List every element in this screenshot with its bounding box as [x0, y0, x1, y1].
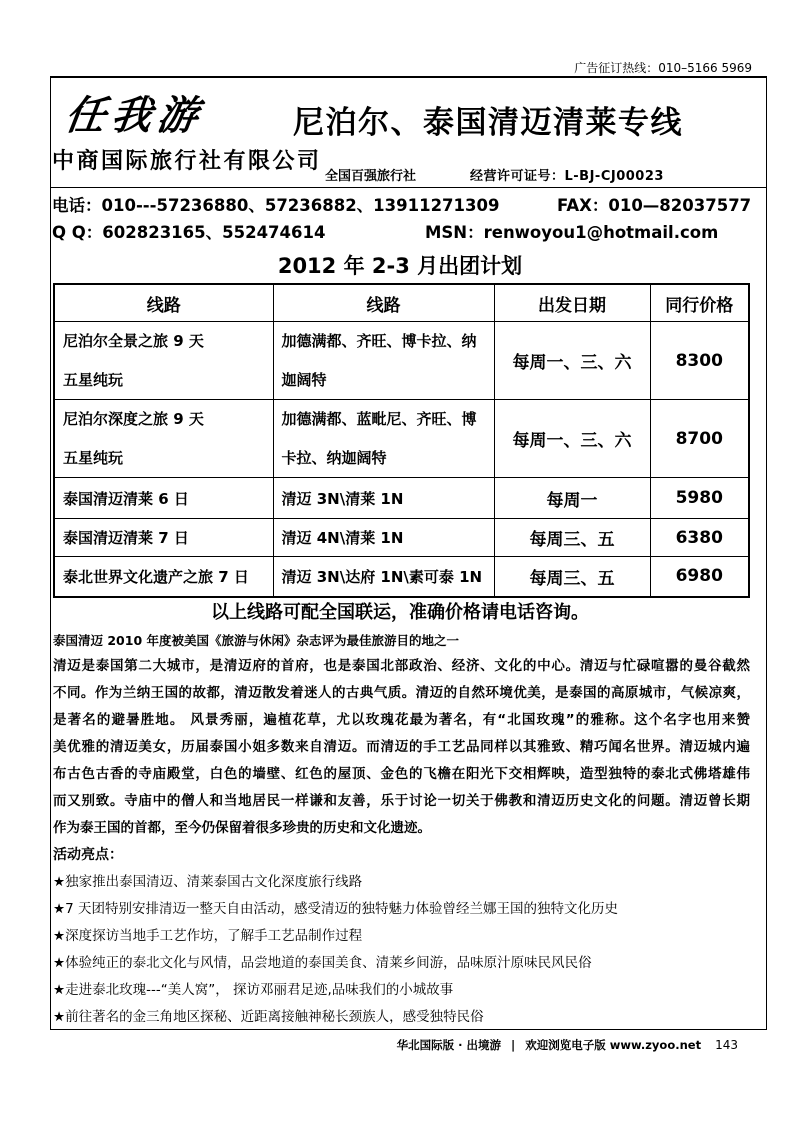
route-detail-cell — [273, 322, 494, 400]
highlights-title: 活动亮点： — [53, 847, 123, 863]
highlight-item: ★走进泰北玫瑰---“美人窝”， 探访邓丽君足迹,品味我们的小城故事 — [53, 982, 454, 998]
departure-cell: 每周一、三、六 — [494, 322, 650, 400]
price-cell: 8300 — [650, 322, 749, 400]
route-detail-line: 迦阔特 — [281, 370, 327, 389]
header-departure: 出发日期 — [494, 284, 650, 322]
route-name-line: 五星纯玩 — [63, 370, 124, 389]
qq-numbers: Q Q：602823165、552474614 — [52, 223, 326, 242]
highlight-item: ★7 天团特别安排清迈一整天自由活动，感受清迈的独特魅力体验曾经兰娜王国的独特文化历史 — [53, 901, 618, 917]
article — [53, 629, 750, 1031]
highlight-item: ★前往著名的金三角地区探秘、近距离接触神秘长颈族人，感受独特民俗 — [53, 1009, 484, 1025]
fax-number: FAX：010—82037577 — [557, 196, 752, 215]
page-number: 143 — [715, 1038, 738, 1052]
route-detail-line: 卡拉、纳迦阔特 — [281, 448, 387, 467]
route-name-cell: 泰国清迈清莱 7 日 — [54, 519, 273, 557]
route-name-cell: 泰北世界文化遗产之旅 7 日 — [54, 557, 273, 597]
route-name-cell — [54, 322, 273, 400]
departure-cell: 每周三、五 — [494, 557, 650, 597]
table-row — [54, 478, 749, 519]
footer-promo: 欢迎浏览电子版 www.zyoo.net — [525, 1038, 702, 1052]
table-row — [54, 322, 749, 400]
price-cell: 6980 — [650, 557, 749, 597]
route-name-cell: 泰国清迈清莱 6 日 — [54, 478, 273, 519]
plan-title: 2012 年 2-3 月出团计划 — [277, 254, 523, 278]
header-price: 同行价格 — [650, 284, 749, 322]
paragraph-line: 是著名的避暑胜地。 风景秀丽，遍植花草，尤以玫瑰花最为著名，有“北国玫瑰”的雅称。这个名字也用来赞 — [53, 712, 750, 728]
phone-numbers: 电话：010---57236880、57236882、13911271309 — [52, 196, 500, 215]
msn-address: MSN：renwoyou1@hotmail.com — [425, 223, 719, 242]
route-detail-cell: 清迈 3N\达府 1N\素可泰 1N — [273, 557, 494, 597]
header-route-name: 线路 — [54, 284, 273, 322]
company-honor: 全国百强旅行社 — [325, 169, 417, 184]
route-name-cell — [54, 400, 273, 478]
route-detail-line: 加德满都、蓝毗尼、齐旺、博 — [281, 410, 477, 428]
table-row — [54, 557, 749, 597]
table-header-row — [54, 284, 749, 322]
footer-section: 华北国际版 · 出境游 — [396, 1038, 501, 1052]
header-route-detail: 线路 — [273, 284, 494, 322]
paragraph-line: 布古色古香的寺庙殿堂，白色的墙壁、红色的屋顶、金色的飞檐在阳光下交相辉映，造型独特的泰北式佛塔雄伟 — [53, 766, 750, 782]
company-name: 中商国际旅行社有限公司 — [52, 149, 322, 174]
route-detail-line: 加德满都、齐旺、博卡拉、纳 — [281, 332, 477, 350]
paragraph-line: 清迈是泰国第二大城市，是清迈府的首府，也是泰国北部政治、经济、文化的中心。清迈与忙碌喧嚣的曼谷截然 — [53, 658, 750, 674]
license-number: 经营许可证号：L-BJ-CJ00023 — [470, 169, 664, 184]
tour-plan-table — [53, 283, 750, 598]
departure-cell: 每周一 — [494, 478, 650, 519]
route-name-line: 尼泊尔深度之旅 9 天 — [63, 410, 204, 428]
highlight-item: ★深度探访当地手工艺作坊，了解手工艺品制作过程 — [53, 928, 363, 944]
highlight-item: ★体验纯正的泰北文化与风情，品尝地道的泰国美食、清莱乡间游，品味原汁原味民风民俗 — [53, 955, 592, 971]
table-row — [54, 519, 749, 557]
paragraph-line: 美优雅的清迈美女，历届泰国小姐多数来自清迈。而清迈的手工艺品同样以其雅致、精巧闻名世界。清迈城内遍 — [53, 739, 750, 755]
departure-cell: 每周一、三、六 — [494, 400, 650, 478]
header-divider — [50, 187, 767, 188]
page-footer — [397, 1037, 738, 1053]
route-detail-cell: 清迈 3N\清莱 1N — [273, 478, 494, 519]
table-note: 以上线路可配全国联运，准确价格请电话咨询。 — [211, 602, 589, 623]
price-cell: 8700 — [650, 400, 749, 478]
ad-hotline: 广告征订热线：010–5166 5969 — [574, 61, 752, 75]
paragraph-line: 作为泰王国的首都，至今仍保留着很多珍贵的历史和文化遗迹。 — [53, 820, 431, 836]
route-name-line: 尼泊尔全景之旅 9 天 — [63, 332, 204, 350]
footer-separator: | — [511, 1038, 516, 1052]
page-title: 尼泊尔、泰国清迈清莱专线 — [293, 105, 683, 141]
route-detail-cell: 清迈 4N\清莱 1N — [273, 519, 494, 557]
route-detail-cell — [273, 400, 494, 478]
table-row — [54, 400, 749, 478]
departure-cell: 每周三、五 — [494, 519, 650, 557]
paragraph-line: 不同。作为兰纳王国的故都，清迈散发着迷人的古典气质。清迈的自然环境优美，是泰国的高原城市，气候凉爽， — [53, 685, 750, 701]
route-name-line: 五星纯玩 — [63, 448, 124, 467]
article-headline: 泰国清迈 2010 年度被美国《旅游与休闲》杂志评为最佳旅游目的地之一 — [53, 633, 459, 648]
paragraph-line: 而又别致。寺庙中的僧人和当地居民一样谦和友善，乐于讨论一切关于佛教和清迈历史文化的问题。清迈曾长期 — [53, 793, 750, 809]
brand-logo: 任我游 — [62, 92, 207, 139]
price-cell: 5980 — [650, 478, 749, 519]
price-cell: 6380 — [650, 519, 749, 557]
highlight-item: ★独家推出泰国清迈、清莱泰国古文化深度旅行线路 — [53, 874, 363, 890]
